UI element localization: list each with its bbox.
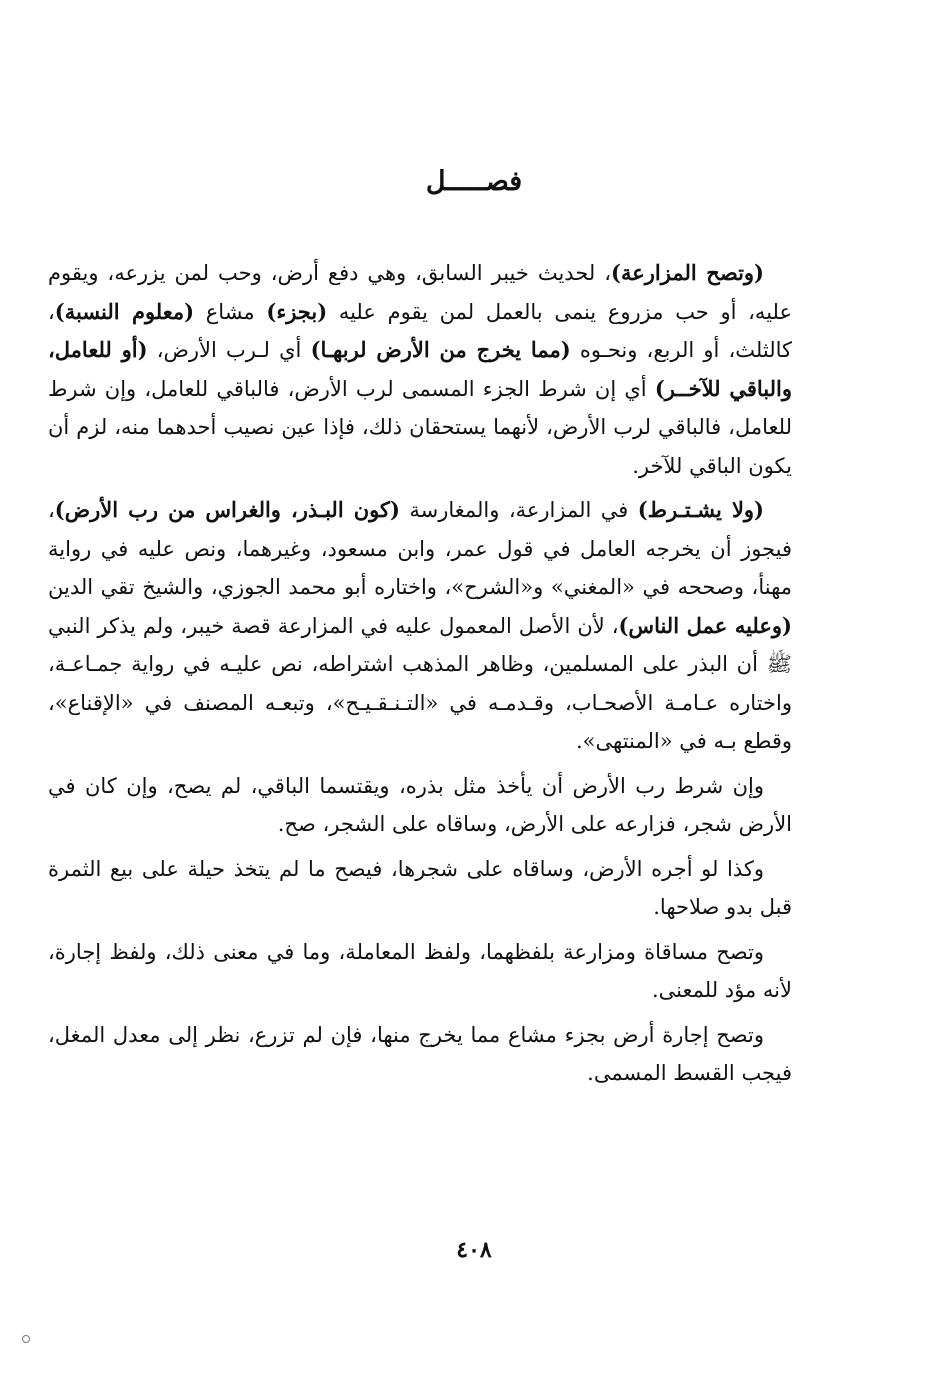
paragraph [48, 254, 792, 485]
bold-phrase: (وعليه عمل الناس) [618, 612, 792, 638]
bold-phrase: (مما يخرج من الأرض لربهـا) [310, 337, 571, 362]
bold-phrase: (كون البـذر، والغراس من رب الأرض) [54, 497, 400, 522]
text-run: وكذا لو أجره الأرض، وساقاه على شجرها، فيصح ما لم يتخذ حيلة على بيع الثمرة قبل بدو صلاحها. [48, 856, 792, 919]
text-run: ، فيجوز أن يخرجه العامل في قول عمر، وابن مسعود، وغيرهما، ونص عليه في رواية مهنأ، وصححه في «المغني» و«الشرح»، واختاره أبو محمد الجوزي، والشيخ تقي الدين [48, 498, 792, 599]
text-run: مشاع [194, 299, 267, 324]
paragraph [48, 933, 792, 1010]
section-heading: فصـــــل [425, 166, 523, 197]
bold-phrase: (معلوم النسبة) [54, 298, 195, 324]
bold-phrase: (بجزء) [266, 298, 328, 324]
text-run: أي إن شرط الجزء المسمى لرب الأرض، فالباقي للعامل، وإن شرط للعامل، فالباقي لرب الأرض، لأنهما يستحقان ذلك، فإذا عين نصيب أحدهما منه، لزم أن يكون الباقي للآخر. [48, 376, 792, 478]
text-run: وتصح مساقاة ومزارعة بلفظهما، ولفظ المعاملة، وما في معنى ذلك، ولفظ إجارة، لأنه مؤد للمعنى. [48, 939, 792, 1002]
paragraph [48, 850, 792, 927]
bold-phrase: (أو للعامل، والباقي للآخــر) [48, 337, 793, 401]
paragraph [48, 1016, 792, 1093]
margin-mark [22, 1335, 30, 1343]
text-run: ، كالثلث، أو الربع، ونحـوه [48, 299, 792, 362]
paragraph [48, 491, 792, 761]
text-run: أي لـرب الأرض، [147, 338, 311, 362]
text-run: وإن شرط رب الأرض أن يأخذ مثل بذره، ويقتسما الباقي، لم يصح، وإن كان في الأرض شجر، فزارعه على الأرض، وساقاه على الشجر، صح. [48, 773, 792, 836]
text-run: ، لحديث خيبر السابق، وهي دفع أرض، وحب لمن يزرعه، ويقوم عليه، أو حب مزروع ينمى بالعمل لمن يقوم عليه [48, 261, 793, 324]
bold-phrase: (وتصح المزارعة) [611, 260, 764, 285]
bold-phrase: (ولا يشـتـرط) [637, 497, 764, 522]
text-run: وتصح إجارة أرض بجزء مشاع مما يخرج منها، فإن لم تزرع، نظر إلى معدل المغل، فيجب القسط المسمى. [48, 1022, 792, 1085]
body-text [48, 254, 792, 1099]
text-run: في المزارعة، والمغارسة [399, 498, 638, 522]
page-number: ٤٠٨ [456, 1237, 492, 1263]
paragraph [48, 767, 792, 844]
text-run: ، لأن الأصل المعمول عليه في المزارعة قصة خيبر، ولم يذكر النبي ﷺ أن البذر على المسلمين، وظاهر المذهب اشتراطه، نص عليـه في رواية جمـاعـة، واختاره عـامـة الأصحـاب، وقـدمـه في «التـنـقـيـح»، وتبعـه المصنف في «الإقناع»، وقطع بـه في «المنتهى». [48, 613, 792, 753]
